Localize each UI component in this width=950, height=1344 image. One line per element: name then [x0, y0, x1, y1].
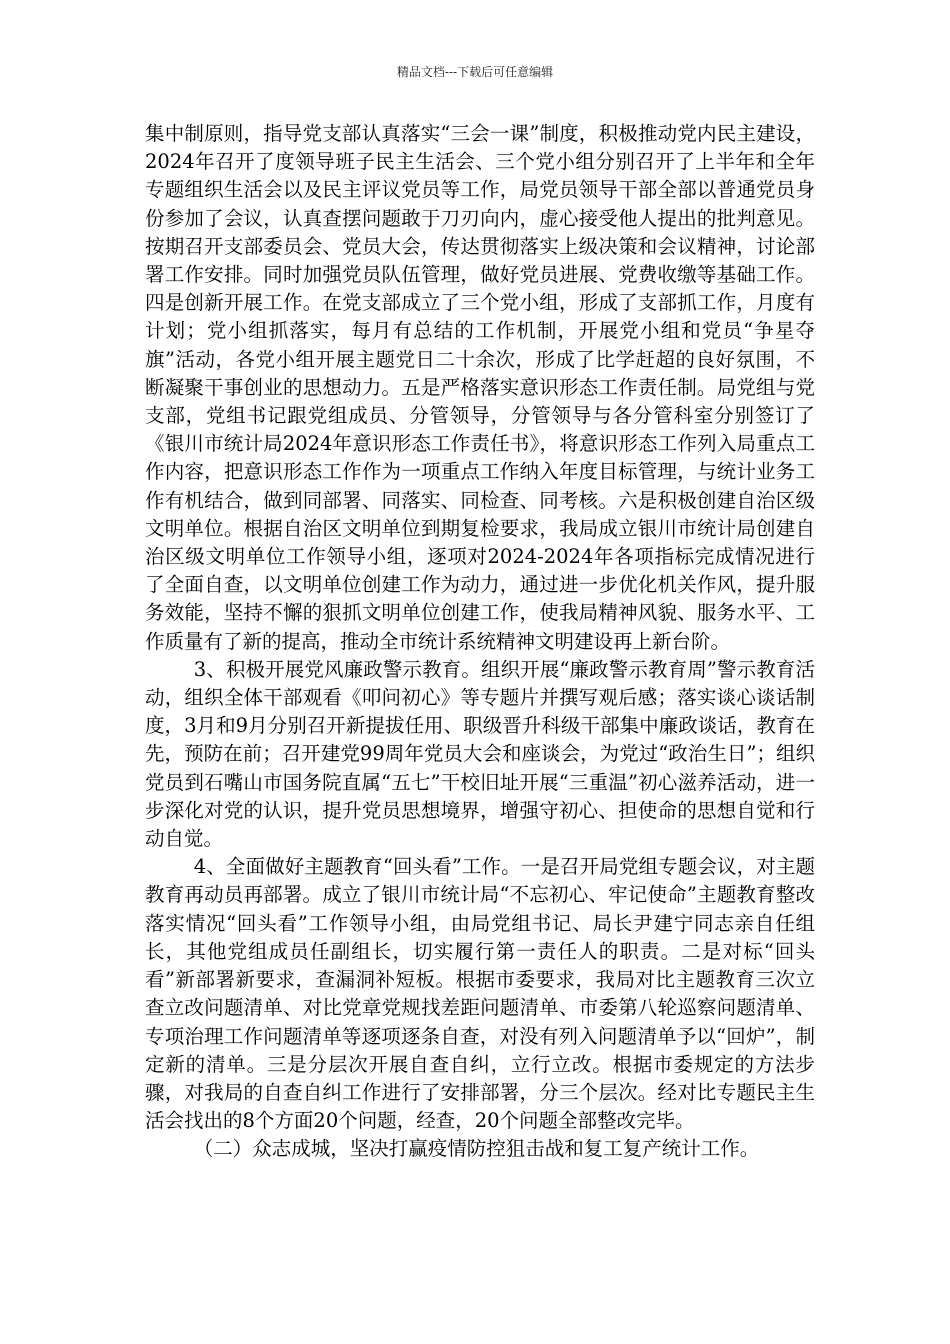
page-header: 精品文档---下载后可任意编辑	[396, 65, 554, 79]
body-paragraph-section-3: 3、积极开展党风廉政警示教育。组织开展“廉政警示教育周”警示教育活动，组织全体干部观看《叩问初心》等专题片并撰写观后感；落实谈心谈话制度，3月和9月分别召开新提拔任用、职级晋升科级干部集中廉政谈话，教育在先，预防在前；召开建党99周年党员大会和座谈会，为党过“政治生日”；组织党员到石嘴山市国务院直属“五七”干校旧址开展“三重温”初心滋养活动，进一步深化对党的认识，提升党员思想境界，增强守初心、担使命的思想自觉和行动自觉。	[145, 657, 815, 851]
section-heading-2: （二）众志成城，坚决打赢疫情防控狙击战和复工复产统计工作。	[193, 1137, 760, 1161]
document-body	[145, 120, 815, 1164]
body-paragraph-continued: 集中制原则，指导党支部认真落实“三会一课”制度，积极推动党内民主建设，2024年召开了度领导班子民主生活会、三个党小组分别召开了上半年和全年专题组织生活会以及民主评议党员等工作，局党员领导干部全部以普通党员身份参加了会议，认真查摆问题敢于刀刃向内，虚心接受他人提出的批判意见。按期召开支部委员会、党员大会，传达贯彻落实上级决策和会议精神，讨论部署工作安排。同时加强党员队伍管理，做好党员进展、党费收缴等基础工作。四是创新开展工作。在党支部成立了三个党小组，形成了支部抓工作，月度有计划；党小组抓落实，每月有总结的工作机制，开展党小组和党员“争星夺旗”活动，各党小组开展主题党日二十余次，形成了比学赶超的良好氛围，不断凝聚干事创业的思想动力。五是严格落实意识形态工作责任制。局党组与党支部，党组书记跟党组成员、分管领导，分管领导与各分管科室分别签订了《银川市统计局2024年意识形态工作责任书》，将意识形态工作列入局重点工作内容，把意识形态工作作为一项重点工作纳入年度目标管理，与统计业务工作有机结合，做到同部署、同落实、同检查、同考核。六是积极创建自治区级文明单位。根据自治区文明单位到期复检要求，我局成立银川市统计局创建自治区级文明单位工作领导小组，逐项对2024-2024年各项指标完成情况进行了全面自查，以文明单位创建工作为动力，通过进一步优化机关作风，提升服务效能，坚持不懈的狠抓文明单位创建工作，使我局精神风貌、服务水平、工作质量有了新的提高，推动全市统计系统精神文明建设再上新台阶。	[145, 122, 815, 653]
body-paragraph-section-4: 4、全面做好主题教育“回头看”工作。一是召开局党组专题会议，对主题教育再动员再部署。成立了银川市统计局“不忘初心、牢记使命”主题教育整改落实情况“回头看”工作领导小组，由局党组书记、局长尹建宁同志亲自任组长，其他党组成员任副组长，切实履行第一责任人的职责。二是对标“回头看”新部署新要求，查漏洞补短板。根据市委要求，我局对比主题教育三次立查立改问题清单、对比党章党规找差距问题清单、市委第八轮巡察问题清单、专项治理工作问题清单等逐项逐条自查，对没有列入问题清单予以“回炉”，制定新的清单。三是分层次开展自查自纠，立行立改。根据市委规定的方法步骤，对我局的自查自纠工作进行了安排部署，分三个层次。经对比专题民主生活会找出的8个方面20个问题，经查，20个问题全部整改完毕。	[145, 855, 815, 1133]
